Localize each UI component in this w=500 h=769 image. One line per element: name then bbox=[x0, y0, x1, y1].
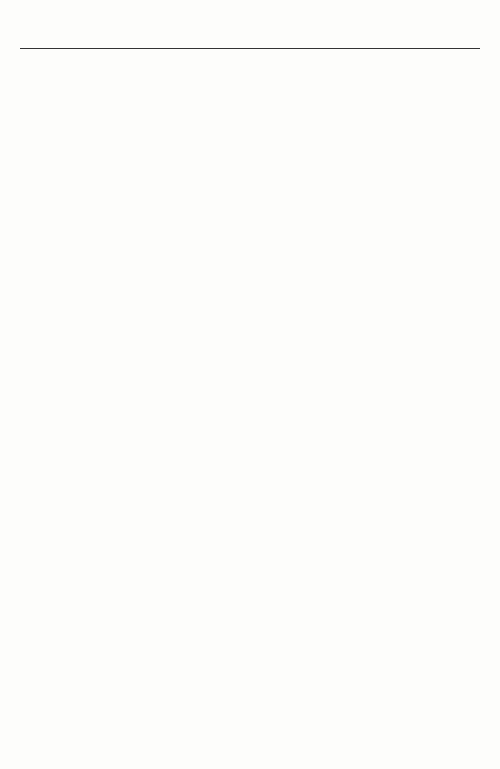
header-rule bbox=[20, 48, 480, 49]
